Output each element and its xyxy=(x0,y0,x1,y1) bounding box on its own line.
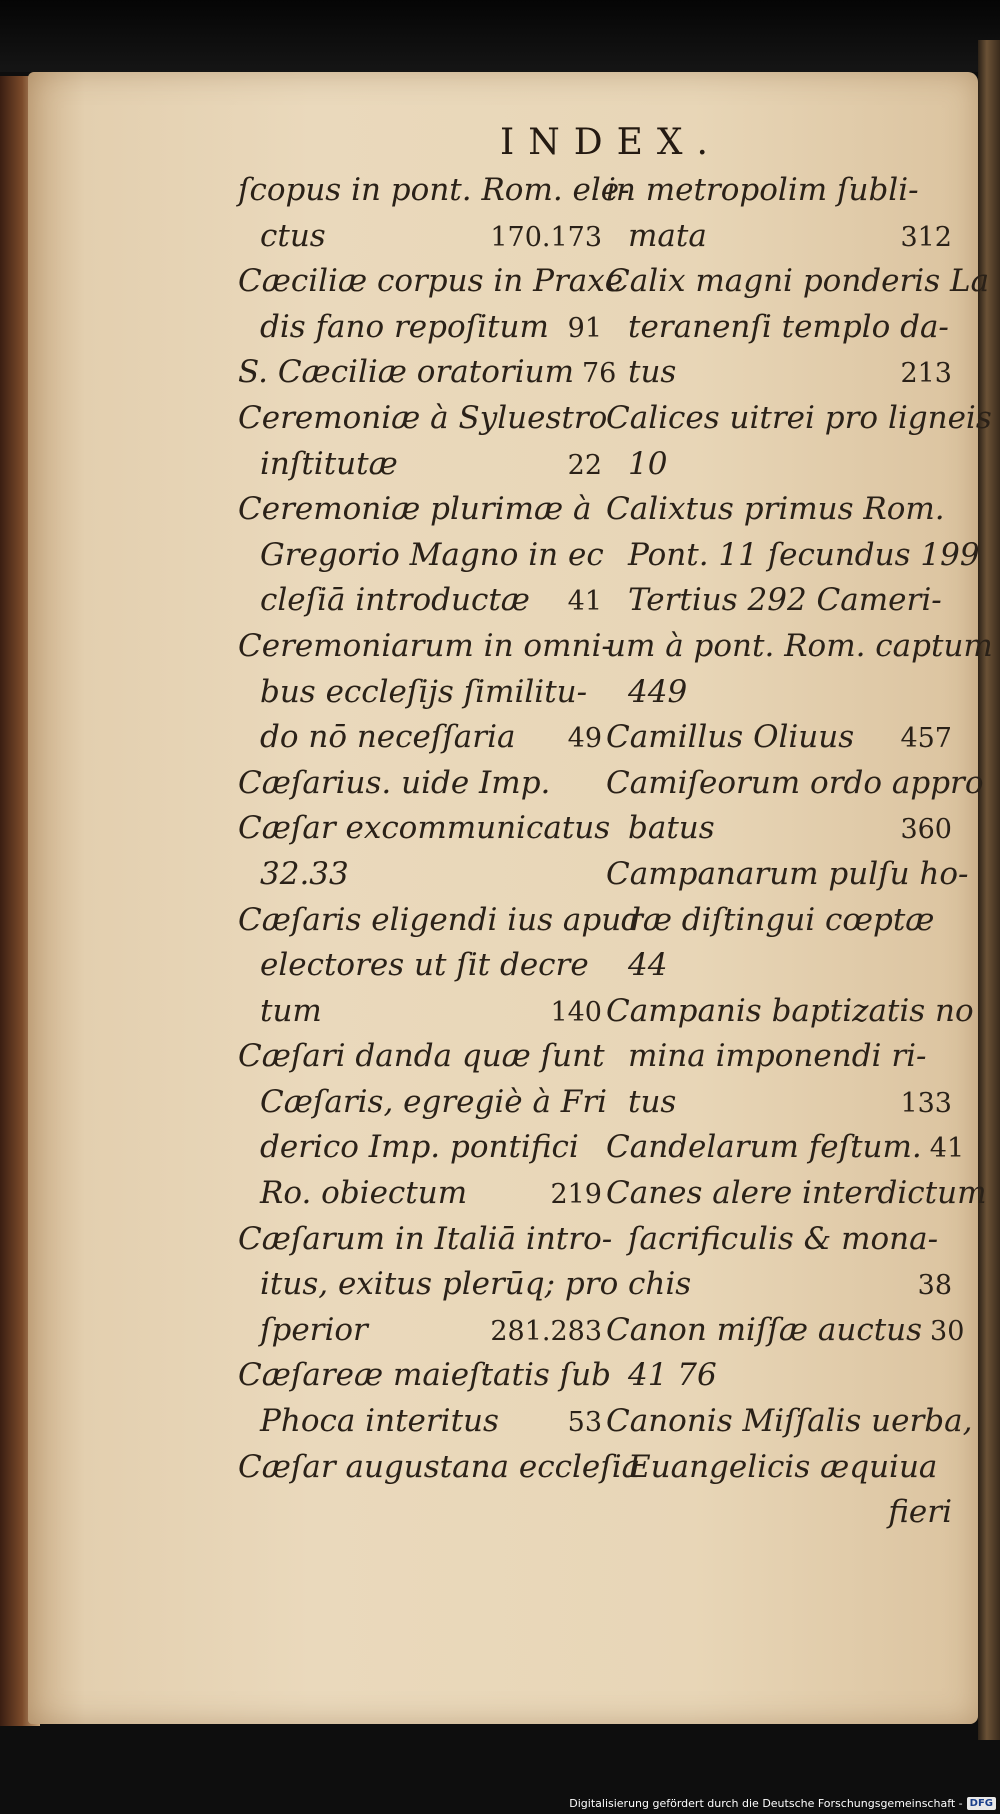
entry-text: tum xyxy=(260,992,322,1029)
entry-text: Pont. 11 ſecundus 199 xyxy=(628,536,980,573)
entry-text: 41 76 xyxy=(628,1357,717,1394)
entry-text: Calices uitrei pro ligneis xyxy=(606,399,992,436)
index-entry-line xyxy=(606,487,952,533)
index-entry-line xyxy=(606,259,990,305)
entry-text: Cæſaris, egregiè à Fri xyxy=(260,1083,608,1120)
entry-page-number: 38 xyxy=(917,1270,952,1302)
entry-text: ſperior xyxy=(260,1311,368,1348)
entry-page-number: 49 xyxy=(567,723,602,755)
entry-page-number: 213 xyxy=(900,358,952,390)
entry-text: batus xyxy=(628,810,715,847)
entry-text: chis xyxy=(628,1266,692,1303)
index-entry-line xyxy=(606,1171,987,1217)
index-entry-line xyxy=(606,168,952,214)
index-entry-line xyxy=(606,442,952,488)
entry-text: bus eccleſijs ſimilitu- xyxy=(260,673,588,710)
entry-text: S. Cæciliæ oratorium xyxy=(238,354,574,391)
index-entry-line xyxy=(606,533,980,579)
entry-text: 32.33 xyxy=(260,855,349,892)
index-entry-line xyxy=(606,396,992,442)
index-entry-line xyxy=(606,624,993,670)
index-entry-line xyxy=(238,396,608,442)
index-entry-line xyxy=(606,1399,973,1445)
entry-text: ræ diſtingui cœptæ xyxy=(628,901,935,938)
entry-text: Canonis Miſſalis uerba, xyxy=(606,1403,973,1440)
index-entry-line xyxy=(238,533,602,579)
index-entry-line xyxy=(606,350,952,396)
entry-text: ctus xyxy=(260,217,326,254)
index-entry-line xyxy=(606,1080,952,1126)
entry-page-number: 457 xyxy=(900,723,952,755)
entry-text: electores ut ſit decre xyxy=(260,947,589,984)
index-entry-line xyxy=(238,1308,602,1354)
entry-page-number: 219 xyxy=(550,1179,602,1211)
entry-page-number: 170.173 xyxy=(490,221,602,253)
index-entry-line xyxy=(238,578,602,624)
entry-page-number: 140 xyxy=(550,996,602,1028)
index-entry-line xyxy=(238,898,642,944)
entry-text: Ceremoniæ à Syluestro xyxy=(238,399,608,436)
entry-text: Tertius 292 Cameri- xyxy=(628,582,942,619)
index-entry-line xyxy=(238,943,602,989)
entry-text: Campanis baptizatis no xyxy=(606,992,974,1029)
entry-text: Cæſari danda quæ ſunt xyxy=(238,1038,605,1075)
entry-page-number: 91 xyxy=(567,312,602,344)
index-entry-line xyxy=(606,943,952,989)
entry-page-number: 22 xyxy=(567,449,602,481)
entry-text: dis fano repoſitum xyxy=(260,308,549,345)
entry-text: Cæſarum in Italiā intro- xyxy=(238,1220,613,1257)
entry-text: Cæſar augustana eccleſia xyxy=(238,1448,641,1485)
entry-text: Canes alere interdictum xyxy=(606,1175,987,1212)
entry-text: Calixtus primus Rom. xyxy=(606,491,945,528)
index-entry-line xyxy=(606,715,952,761)
entry-page-number: 41 xyxy=(929,1133,965,1165)
index-column-right xyxy=(606,168,993,1536)
index-entry-line xyxy=(238,624,612,670)
entry-text: Ceremoniarum in omni- xyxy=(238,627,612,664)
entry-text: inſtitutæ xyxy=(260,445,398,482)
index-entry-line xyxy=(238,670,602,716)
index-entry-line xyxy=(238,1125,602,1171)
index-entry-line xyxy=(606,806,952,852)
entry-text: Ro. obiectum xyxy=(260,1175,468,1212)
entry-page-number: 30 xyxy=(930,1315,965,1347)
page-header: INDEX. xyxy=(500,122,722,163)
index-entry-line xyxy=(238,715,602,761)
index-entry-line xyxy=(606,305,952,351)
index-entry-line xyxy=(238,806,611,852)
index-entry-line xyxy=(606,1353,952,1399)
entry-text: do nō neceſſaria xyxy=(260,719,516,756)
entry-page-number: 41 xyxy=(567,586,602,618)
entry-text: Cæſar excommunicatus xyxy=(238,810,611,847)
entry-text: Canon miſſæ auctus xyxy=(606,1311,923,1348)
book-cover-top xyxy=(0,0,1000,72)
index-entry-line xyxy=(606,1034,952,1080)
entry-page-number: 53 xyxy=(567,1407,602,1439)
index-entry-line xyxy=(606,989,974,1035)
entry-text: Calix magni ponderis La xyxy=(606,263,990,300)
entry-text: Cæſareæ maieſtatis ſub xyxy=(238,1357,611,1394)
entry-text: teranenſi templo da- xyxy=(628,308,949,345)
index-entry-line xyxy=(238,259,624,305)
index-entry-line xyxy=(238,1217,613,1263)
index-entry-line xyxy=(238,168,630,214)
entry-text: Camillus Oliuus xyxy=(606,719,855,756)
entry-text: Euangelicis æquiua xyxy=(628,1448,938,1485)
entry-text: Cæſaris eligendi ius apud xyxy=(238,901,642,938)
index-entry-line xyxy=(238,1399,602,1445)
index-entry-line xyxy=(238,989,602,1035)
entry-text: ſacrificulis & mona- xyxy=(628,1220,939,1257)
index-entry-line xyxy=(238,1353,611,1399)
index-entry-line xyxy=(238,852,602,898)
index-entry-line xyxy=(606,214,952,260)
index-entry-line xyxy=(606,1308,965,1354)
entry-text: mata xyxy=(628,217,707,254)
entry-text: in metropolim ſubli- xyxy=(606,172,919,208)
entry-text: Camiſeorum ordo appro xyxy=(606,764,984,801)
index-entry-line xyxy=(238,442,602,488)
entry-text: Gregorio Magno in ec xyxy=(260,536,604,573)
entry-page-number: 76 xyxy=(581,358,617,390)
index-entry-line xyxy=(238,1034,605,1080)
entry-text: Cæciliæ corpus in Praxe xyxy=(238,263,624,300)
entry-text: tus xyxy=(628,354,677,391)
index-entry-line xyxy=(238,1171,602,1217)
entry-text: fieri xyxy=(888,1494,952,1531)
entry-page-number: 281.283 xyxy=(490,1315,602,1347)
index-entry-line xyxy=(606,852,969,898)
entry-text: derico Imp. pontifici xyxy=(260,1129,579,1166)
entry-page-number: 133 xyxy=(900,1087,952,1119)
index-entry-line xyxy=(606,1125,965,1171)
index-entry-line xyxy=(238,761,602,807)
entry-text: ſcopus in pont. Rom. ele- xyxy=(238,172,630,208)
index-column-left xyxy=(238,168,642,1490)
index-entry-line xyxy=(606,1445,952,1491)
index-entry-line xyxy=(238,305,602,351)
entry-text: 449 xyxy=(628,673,688,710)
credit-text: Digitalisierung gefördert durch die Deutsche Forschungsgemeinschaft - xyxy=(569,1797,963,1810)
entry-text: Phoca interitus xyxy=(260,1403,499,1440)
index-entry-line xyxy=(606,761,984,807)
entry-page-number: 312 xyxy=(900,221,952,253)
index-entry-line xyxy=(606,1217,952,1263)
entry-text: tus xyxy=(628,1083,677,1120)
entry-text: Candelarum feſtum. xyxy=(606,1129,922,1166)
index-entry-line xyxy=(606,1490,952,1536)
index-entry-line xyxy=(238,487,602,533)
index-entry-line xyxy=(606,670,952,716)
entry-text: 44 xyxy=(628,947,668,984)
index-entry-line xyxy=(238,1445,641,1491)
entry-text: Campanarum pulſu ho- xyxy=(606,855,969,892)
entry-text: Ceremoniæ plurimæ à xyxy=(238,491,592,528)
index-entry-line xyxy=(238,1262,619,1308)
index-entry-line xyxy=(606,898,952,944)
index-entry-line xyxy=(238,1080,608,1126)
entry-text: mina imponendi ri- xyxy=(628,1038,927,1075)
entry-text: 10 xyxy=(628,445,668,482)
index-entry-line xyxy=(238,350,617,396)
dfg-logo: DFG xyxy=(967,1797,996,1810)
entry-text: itus, exitus plerūq; pro xyxy=(260,1266,619,1303)
entry-text: um à pont. Rom. captum xyxy=(606,627,993,664)
entry-page-number: 360 xyxy=(900,814,952,846)
index-entry-line xyxy=(606,578,952,624)
digitization-credit xyxy=(569,1797,996,1810)
entry-text: cleſiā introductæ xyxy=(260,582,530,619)
index-entry-line xyxy=(606,1262,952,1308)
entry-text: Cæſarius. uide Imp. xyxy=(238,764,551,801)
index-entry-line xyxy=(238,214,602,260)
